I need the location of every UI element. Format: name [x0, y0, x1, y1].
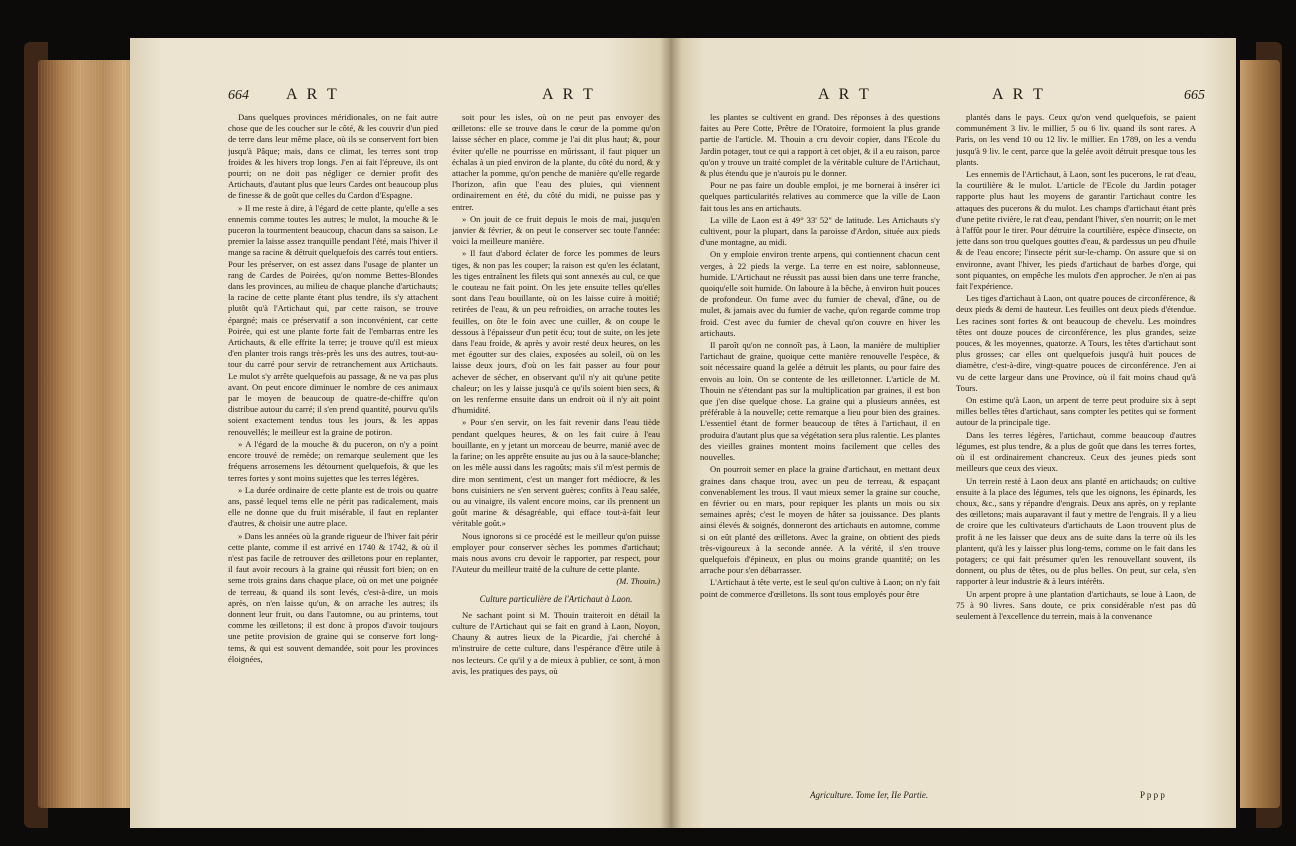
- paragraph: » Dans les années où la grande rigueur de l'hiver fait périr cette plante, comme il est arrivé en 1740 & 1742, & où il n'est pas facile de retrouver des œilletons pour en replanter, il faut avoir recours à la graine qui réussit fort bien; on en seme trois grains dans chaque place, où on met une poignée de terreau, & quand ils sont levés, c'est-à-dire, un mois après, on n'en laisse qu'un, & on arrache les autres; ils donnent leur fruit, ou dans l'automne, ou au printems, tout comme les œilletons; il est donc à propos d'avoir toujours une petite provision de graine qui se conserve fort long-tems, & qui est souvent demandée, soit pour les provinces éloignées,: [228, 530, 438, 664]
- paragraph: » Pour s'en servir, on les fait revenir dans l'eau tiède pendant quelques heures, & on les fait cuire à l'eau bouillante, en y jetant un morceau de beurre, manié avec de la farine; on les apprête ensuite au jus ou à la sauce-blanche; on les mêle aussi dans les ragoûts; mais s'il m'est permis de dire mon sentiment, c'est un manger fort médiocre, & les bons cuisiniers ne s'en servent guères; confits à l'eau salée, ou au vinaigre, ils valent encore moins, car ils prennent un goût marine & désagréable, qui efface tout-à-fait leur véritable goût.»: [452, 417, 660, 529]
- paragraph: les plantes se cultivent en grand. Des réponses à des questions faites au Pere Cotte, Prêtre de l'Oratoire, formoient la plus grande partie de l'article. M. Thouin a cru devoir copier, dans l'Ecole du Jardin potager, tout ce qui a rapport à cet objet, & il a eu raison, parce qu'on y trouve un traité complet de la véritable culture de l'Artichaut, & plus étendu que je n'aurois pu le donner.: [700, 112, 940, 179]
- section-title: Culture particulière de l'Artichaut à Laon.: [479, 593, 633, 604]
- paragraph: plantés dans le pays. Ceux qu'on vend quelquefois, se paient communément 3 liv. le millier, 5 ou 6 liv. quand ils sont rares. A Paris, on les vend 10 ou 12 liv. le millier. En 1789, on les a vendu jusqu'à 9 liv. le cent, parce que la gelée avoit détruit presque tous les plants.: [956, 112, 1196, 167]
- right-page-number: 665: [1184, 88, 1205, 103]
- paragraph: soit pour les isles, où on ne peut pas envoyer des œilletons: elle se trouve dans le cœur de la pomme qu'on laisse sécher en place, comme je l'ai dit plus haut; &, pour éviter qu'elle ne pourrisse en mûrissant, il faut piquer un échalas à un pied environ de la plante, du côté du nord, & y attacher la pomme, qu'on penche de manière qu'elle regarde l'horizon, afin que l'eau des pluies, qui viennent ordinairement en été, du côté du midi, ne puisse pas y entrer.: [452, 112, 660, 212]
- paragraph: L'Artichaut à tête verte, est le seul qu'on cultive à Laon; on n'y fait point de commerce d'œilletons. Ils sont tous employés pour être: [700, 577, 940, 599]
- paragraph: » On jouit de ce fruit depuis le mois de mai, jusqu'en janvier & février, & on peut le conserver sec toute l'année: voici la meilleure manière.: [452, 213, 660, 247]
- paragraph: Il paroît qu'on ne connoît pas, à Laon, la manière de multiplier l'artichaut de graine, quoique cette manière renouvelle l'espèce, & soit nécessaire quand la gelée a détruit les plants, ou pour faire des envois au loin. On se contente de les œilletonner. L'article de M. Thouin ne s'étendant pas sur la multiplication par graines, il est bon que j'en dise quelque chose. La graine qui a plusieurs années, est préférable à la nouvelle; cette remarque a lieu pour bien des graines. L'essentiel étant de former beaucoup de têtes à l'artichaut, il en produira d'autant plus que sa végétation sera plus ralentie. Les plantes des vieilles graines montent moins facilement que celles des nouvelles.: [700, 340, 940, 463]
- author-signoff: (M. Thouin.): [616, 576, 660, 587]
- left-column-2: [452, 112, 660, 796]
- paragraph: » Il faut d'abord éclater de force les pommes de leurs tiges, & non pas les couper; la raison est qu'en les éclatant, les tiges entraînent les filets qui sont annexés au cul, ce que le couteau ne fait point. On les jete ensuite telles qu'elles sont dans l'eau bouillante, où on les laisse cuire à moitié; retirées de l'eau, & un peu refroidies, on arrache toutes les feuilles, on ôte le foin avec une cuiller, & on coupe le dessous à l'épaisseur d'un petit écu; tout de suite, on les jete dans l'eau froide, & après y avoir resté deux heures, on les met égoutter sur des claies, exposées au soleil, où on les laisse deux jours, d'où on les fait passer au four pour achever de sécher, en observant qu'il n'y ait qu'une petite chaleur; on les y laisse jusqu'à ce qu'ils soient bien secs, & on les renferme ensuite dans un endroit où il n'y ait point d'humidité.: [452, 248, 660, 416]
- paragraph: On estime qu'à Laon, un arpent de terre peut produire six à sept milles belles têtes d'artichaut, sans compter les petites qui se forment autour de la principale tige.: [956, 395, 1196, 428]
- paragraph: » La durée ordinaire de cette plante est de trois ou quatre ans, passé lequel tems elle ne périt pas radicalement, mais elle ne donne que du fruit misérable, il faut en replanter d'autres, & choisir une autre place.: [228, 484, 438, 529]
- paragraph: Dans les terres légères, l'artichaut, comme beaucoup d'autres légumes, est plus tendre, & a plus de goût que dans les terres fortes, où il est ordinairement chancreux. Ceux des jeunes pieds sont meilleurs que ceux des vieux.: [956, 429, 1196, 474]
- left-running-head-b: A R T: [542, 86, 596, 103]
- right-page-header: [670, 86, 1236, 106]
- right-column-1: [700, 112, 940, 796]
- right-running-head-a: A R T: [818, 86, 872, 103]
- paragraph: Un terrein resté à Laon deux ans planté en artichauds; on cultive ensuite à la place des légumes, tels que les oignons, les épinards, les choux, &c., sans y répandre d'engrais. Deux ans après, on y replante des œilletons; mais auparavant il faut y mettre de l'engrais. Il y a lieu de croire que les cultivateurs d'artichauts de Laon trouvent plus de profit à ne les laisser que deux ans de suite dans la terre où ils les plantent, qu'à les y laisser plus long-tems, comme on le fait dans les potagers; ce qui fait présumer qu'en les renouvellant souvent, ils donnent, ou plus de têtes, ou de plus belles. On peut, sur cela, s'en rapporter à leur industrie & à leurs intérêts.: [956, 475, 1196, 587]
- paragraph: Les tiges d'artichaut à Laon, ont quatre pouces de circonférence, & deux pieds & demi de hauteur. Les feuilles ont deux pieds d'étendue. Les racines sont fortes & ont beaucoup de chevelu. Les moindres têtes ont douze pouces de circonférence, les plus grandes, seize pouces, & les moyennes, quatorze. A Tours, les têtes d'artichaut sont plus grosses; car elles ont quelquefois jusqu'à huit pouces de diamètre, c'est-à-dire, vingt-quatre pouces de circonférence. J'en ai vu de cette largeur dans une Province, où il fait moins chaud qu'à Tours.: [956, 293, 1196, 393]
- paragraph: Pour ne pas faire un double emploi, je me bornerai à insérer ici quelques particularités relatives au commerce que la ville de Laon fait tous les ans en artichauts.: [700, 180, 940, 213]
- paragraph: » A l'égard de la mouche & du puceron, on n'y a point encore trouvé de remède; on remarque seulement que les fréquens arrosemens les détournent quelquefois, & que les terres fortes y sont moins sujettes que les terres légères.: [228, 438, 438, 483]
- paragraph: Dans quelques provinces méridionales, on ne fait autre chose que de les coucher sur le côté, & les couvrir d'un pied de terre dans leur même place, où ils se conservent fort bien jusqu'à Pâque; mais, dans ce climat, les terres sont trop froides & les hivers trop longs. J'en ai fait l'épreuve, ils ont pourri; on ne doit pas négliger ce dernier profit des Artichauts, d'autant plus que leurs Cardes ont beaucoup plus de finesse & de goût que celles du Cardon d'Espagne.: [228, 112, 438, 201]
- paragraph: Nous ignorons si ce procédé est le meilleur qu'on puisse employer pour conserver sèches les pommes d'artichaut; mais nous avons cru devoir le rapporter, par respect, pour l'Auteur du meilleur traité de la culture de cette plante.: [452, 530, 660, 575]
- left-column-1: [228, 112, 438, 796]
- footer-volume: Agriculture. Tome Ier, IIe Partie.: [810, 790, 929, 800]
- paragraph: On y emploie environ trente arpens, qui contiennent chacun cent verges, à 22 pieds la verge. La terre en est noire, sablonneuse, humide. L'Artichaut ne réussit pas aussi bien dans une terre franche, quoiqu'elle soit humide. On laboure à la bêche, à environ huit pouces de profondeur. On fume avec du fumier de cheval, d'âne, ou de mulet, & jamais avec du fumier de vache, qu'on regarde comme trop froid. C'est avec du fumier de cheval qu'on couvre en hiver les artichauts.: [700, 249, 940, 338]
- left-running-head-a: A R T: [286, 86, 340, 103]
- right-running-head-b: A R T: [992, 86, 1046, 103]
- right-column-2: [956, 112, 1196, 796]
- left-page-header: [130, 86, 670, 106]
- left-page-number: 664: [228, 88, 249, 103]
- footer-signature: P p p p: [1140, 790, 1165, 800]
- book-gutter: [660, 38, 682, 828]
- page-edges-right: [1240, 60, 1280, 808]
- open-book: [24, 34, 1258, 826]
- paragraph: » Il me reste à dire, à l'égard de cette plante, qu'elle a ses ennemis comme toutes les autres; le mulot, la mouche & le puceron la tourmentent beaucoup, chacun dans sa saison. Le premier la laisse assez tranquille pendant l'été, mais l'hiver il mange sa racine & détruit quelquefois des carrés tout entiers. Pour les préserver, on est assez dans l'usage de planter un rang de Cardes de Poirées, qu'on nomme Bettes-Blondes dans les provinces, au milieu de chaque planche d'artichauts; la racine de cette plante étant plus tendre, ils s'y attachent plutôt qu'à l'Artichaut qui, par cette raison, se trouve épargné; mais ce préservatif a son inconvénient, car cette Poirée, qui est une plante forte fait de l'embarras entre les Artichauts, & elle effrite la terre; je trouve qu'il est mieux d'en planter trois rangs très-près les uns des autres, tout-au-tour du carré pour servir de retranchement aux Artichauts. Le mulot s'y arrête quelquefois au passage, & ne va pas plus avant. On peut encore diminuer le nombre de ces animaux par le moyen de beaucoup de quatre-de-chiffre qu'on distribue autour du carré; il s'en prend quantité, pourvu qu'ils soient exactement tendus tous les jours, & les appas renouvellés; le meilleur est la graine de potiron.: [228, 202, 438, 437]
- left-page: [130, 38, 670, 828]
- paragraph: Ne sachant point si M. Thouin traiteroit en détail la culture de l'Artichaut qui se fait en grand à Laon, Noyon, Chauny & autres lieux de la Picardie, j'ai cherché à m'instruire de cette culture, dans l'espérance d'être utile à nos lecteurs. Ce qu'il y a de mieux à publier, ce sont, à mon avis, les pratiques des pays, où: [452, 609, 660, 676]
- paragraph: Un arpent propre à une plantation d'artichauts, se loue à Laon, de 75 à 90 livres. Sans doute, ce prix considérable n'est pas dû seulement à l'excellence du terrein, mais à la convenance: [956, 588, 1196, 621]
- paragraph: Les ennemis de l'Artichaut, à Laon, sont les pucerons, le rat d'eau, la courtilière & le mulot. L'article de l'Ecole du Jardin potager rapporte plus haut les moyens de garantir l'artichaut contre les attaques des pucerons & du mulot. Les champs d'artichaut étant près d'une petite rivière, le rat d'eau, pendant l'hiver, s'en nourrit; on le met à l'affût pour le tirer. Pour détruire la courtilière, espèce d'insecte, on jette dans son trou quelques gouttes d'eau, & pardessus un peu d'huile & de l'eau encore; l'insecte périt sur-le-champ. On assure que si on environne, avant l'hiver, les pieds d'artichaut de barbes d'orge, qui sont piquantes, on empêche les mulots d'en approcher. Je n'en ai pas fait l'expérience.: [956, 169, 1196, 292]
- right-page: [670, 38, 1236, 828]
- paragraph: On pourroit semer en place la graine d'artichaut, en mettant deux graines dans chaque trou, avec un peu de terreau, & espaçant convenablement les trous. Il vaut mieux semer la graine sur couche, en février ou en mars, pour repiquer les plants un mois ou six semaines après; c'est le moyen de hâter sa jouissance. Des plants ainsi élevés & soignés, donneront des artichauts en automne, comme si on eût planté des œilletons. Avec la graine, on obtient des pieds très-vigoureux à la seconde année. A la vérité, il s'en trouve quelquefois d'épineux, en plus ou moins grande quantité; on les arrache pour s'en débarrasser.: [700, 464, 940, 576]
- paragraph: La ville de Laon est à 49° 33' 52" de latitude. Les Artichauts s'y cultivent, pour la plupart, dans la paroisse d'Ardon, située aux pieds d'une montagne, au midi.: [700, 214, 940, 248]
